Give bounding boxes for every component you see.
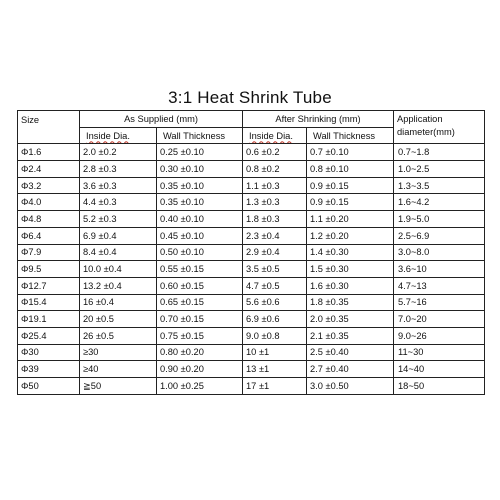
table-row bbox=[18, 378, 485, 395]
cell-shrunk-wall-thickness: 2.7 ±0.40 bbox=[307, 361, 394, 378]
cell-supplied-inside-dia: 6.9 ±0.4 bbox=[80, 227, 157, 244]
header-row-top bbox=[18, 111, 485, 128]
cell-shrunk-wall-thickness: 0.9 ±0.15 bbox=[307, 177, 394, 194]
header-supplied-inside-dia: Inside Dia. bbox=[80, 127, 157, 144]
cell-shrunk-inside-dia: 0.6 ±0.2 bbox=[243, 144, 307, 161]
cell-application: 18~50 bbox=[394, 378, 485, 395]
cell-size: Φ25.4 bbox=[18, 327, 80, 344]
cell-supplied-wall-thickness: 0.40 ±0.10 bbox=[157, 211, 243, 228]
cell-application: 0.7~1.8 bbox=[394, 144, 485, 161]
header-shrunk-inside-dia: Inside Dia. bbox=[243, 127, 307, 144]
cell-shrunk-wall-thickness: 1.1 ±0.20 bbox=[307, 211, 394, 228]
cell-size: Φ2.4 bbox=[18, 161, 80, 178]
cell-shrunk-wall-thickness: 0.9 ±0.15 bbox=[307, 194, 394, 211]
cell-size: Φ12.7 bbox=[18, 277, 80, 294]
cell-size: Φ39 bbox=[18, 361, 80, 378]
cell-size: Φ30 bbox=[18, 344, 80, 361]
cell-supplied-inside-dia: 2.0 ±0.2 bbox=[80, 144, 157, 161]
cell-size: Φ4.0 bbox=[18, 194, 80, 211]
cell-supplied-wall-thickness: 0.60 ±0.15 bbox=[157, 277, 243, 294]
cell-supplied-wall-thickness: 0.90 ±0.20 bbox=[157, 361, 243, 378]
table-row bbox=[18, 261, 485, 278]
cell-supplied-inside-dia: ≥40 bbox=[80, 361, 157, 378]
cell-supplied-wall-thickness: 0.50 ±0.10 bbox=[157, 244, 243, 261]
cell-application: 3.6~10 bbox=[394, 261, 485, 278]
cell-application: 1.0~2.5 bbox=[394, 161, 485, 178]
cell-shrunk-wall-thickness: 1.4 ±0.30 bbox=[307, 244, 394, 261]
cell-shrunk-inside-dia: 6.9 ±0.6 bbox=[243, 311, 307, 328]
page-title: 3:1 Heat Shrink Tube bbox=[168, 88, 332, 107]
table-row bbox=[18, 344, 485, 361]
cell-shrunk-inside-dia: 9.0 ±0.8 bbox=[243, 327, 307, 344]
cell-supplied-inside-dia: ≧50 bbox=[80, 378, 157, 395]
cell-supplied-inside-dia: 8.4 ±0.4 bbox=[80, 244, 157, 261]
cell-size: Φ9.5 bbox=[18, 261, 80, 278]
table-row bbox=[18, 144, 485, 161]
table-row bbox=[18, 244, 485, 261]
cell-shrunk-inside-dia: 1.1 ±0.3 bbox=[243, 177, 307, 194]
cell-shrunk-inside-dia: 4.7 ±0.5 bbox=[243, 277, 307, 294]
cell-size: Φ6.4 bbox=[18, 227, 80, 244]
table-row bbox=[18, 227, 485, 244]
table-row bbox=[18, 161, 485, 178]
cell-supplied-inside-dia: 4.4 ±0.3 bbox=[80, 194, 157, 211]
cell-supplied-wall-thickness: 0.55 ±0.15 bbox=[157, 261, 243, 278]
cell-shrunk-inside-dia: 3.5 ±0.5 bbox=[243, 261, 307, 278]
table-row bbox=[18, 277, 485, 294]
cell-application: 1.6~4.2 bbox=[394, 194, 485, 211]
cell-shrunk-wall-thickness: 1.5 ±0.30 bbox=[307, 261, 394, 278]
cell-supplied-inside-dia: 13.2 ±0.4 bbox=[80, 277, 157, 294]
header-application bbox=[394, 111, 485, 144]
cell-shrunk-inside-dia: 5.6 ±0.6 bbox=[243, 294, 307, 311]
table-row bbox=[18, 194, 485, 211]
cell-application: 4.7~13 bbox=[394, 277, 485, 294]
header-supplied-wall-thickness: Wall Thickness bbox=[157, 127, 243, 144]
header-shrunk-wall-thickness: Wall Thickness bbox=[307, 127, 394, 144]
cell-supplied-inside-dia: 26 ±0.5 bbox=[80, 327, 157, 344]
table-row bbox=[18, 327, 485, 344]
cell-size: Φ4.8 bbox=[18, 211, 80, 228]
cell-supplied-inside-dia: 10.0 ±0.4 bbox=[80, 261, 157, 278]
spec-table bbox=[17, 110, 485, 395]
cell-shrunk-wall-thickness: 2.0 ±0.35 bbox=[307, 311, 394, 328]
cell-shrunk-inside-dia: 10 ±1 bbox=[243, 344, 307, 361]
cell-shrunk-inside-dia: 1.3 ±0.3 bbox=[243, 194, 307, 211]
cell-application: 2.5~6.9 bbox=[394, 227, 485, 244]
cell-supplied-wall-thickness: 0.35 ±0.10 bbox=[157, 177, 243, 194]
cell-supplied-wall-thickness: 0.75 ±0.15 bbox=[157, 327, 243, 344]
cell-size: Φ15.4 bbox=[18, 294, 80, 311]
cell-application: 1.9~5.0 bbox=[394, 211, 485, 228]
cell-application: 9.0~26 bbox=[394, 327, 485, 344]
cell-size: Φ50 bbox=[18, 378, 80, 395]
cell-application: 1.3~3.5 bbox=[394, 177, 485, 194]
cell-application: 5.7~16 bbox=[394, 294, 485, 311]
header-as-supplied: As Supplied (mm) bbox=[80, 111, 243, 128]
cell-supplied-wall-thickness: 0.80 ±0.20 bbox=[157, 344, 243, 361]
cell-shrunk-wall-thickness: 0.7 ±0.10 bbox=[307, 144, 394, 161]
cell-supplied-wall-thickness: 0.45 ±0.10 bbox=[157, 227, 243, 244]
table-row bbox=[18, 177, 485, 194]
cell-shrunk-wall-thickness: 0.8 ±0.10 bbox=[307, 161, 394, 178]
cell-supplied-inside-dia: 20 ±0.5 bbox=[80, 311, 157, 328]
header-size: Size bbox=[18, 111, 80, 144]
table-row bbox=[18, 211, 485, 228]
cell-shrunk-inside-dia: 13 ±1 bbox=[243, 361, 307, 378]
cell-shrunk-inside-dia: 2.3 ±0.4 bbox=[243, 227, 307, 244]
cell-supplied-inside-dia: 3.6 ±0.3 bbox=[80, 177, 157, 194]
table-row bbox=[18, 361, 485, 378]
cell-shrunk-inside-dia: 0.8 ±0.2 bbox=[243, 161, 307, 178]
cell-shrunk-wall-thickness: 1.2 ±0.20 bbox=[307, 227, 394, 244]
cell-application: 14~40 bbox=[394, 361, 485, 378]
table-body bbox=[18, 144, 485, 394]
table-row bbox=[18, 294, 485, 311]
cell-size: Φ1.6 bbox=[18, 144, 80, 161]
cell-supplied-wall-thickness: 0.65 ±0.15 bbox=[157, 294, 243, 311]
cell-shrunk-wall-thickness: 3.0 ±0.50 bbox=[307, 378, 394, 395]
cell-shrunk-wall-thickness: 2.5 ±0.40 bbox=[307, 344, 394, 361]
cell-supplied-inside-dia: 5.2 ±0.3 bbox=[80, 211, 157, 228]
cell-application: 3.0~8.0 bbox=[394, 244, 485, 261]
header-application-line2: diameter(mm) bbox=[397, 127, 455, 137]
header-after-shrinking: After Shrinking (mm) bbox=[243, 111, 394, 128]
cell-supplied-wall-thickness: 0.30 ±0.10 bbox=[157, 161, 243, 178]
cell-supplied-inside-dia: 2.8 ±0.3 bbox=[80, 161, 157, 178]
cell-supplied-wall-thickness: 0.70 ±0.15 bbox=[157, 311, 243, 328]
cell-shrunk-wall-thickness: 1.6 ±0.30 bbox=[307, 277, 394, 294]
cell-supplied-inside-dia: 16 ±0.4 bbox=[80, 294, 157, 311]
cell-supplied-inside-dia: ≥30 bbox=[80, 344, 157, 361]
cell-size: Φ3.2 bbox=[18, 177, 80, 194]
cell-shrunk-wall-thickness: 2.1 ±0.35 bbox=[307, 327, 394, 344]
cell-size: Φ19.1 bbox=[18, 311, 80, 328]
cell-application: 11~30 bbox=[394, 344, 485, 361]
cell-shrunk-inside-dia: 1.8 ±0.3 bbox=[243, 211, 307, 228]
table-header bbox=[18, 111, 485, 144]
cell-application: 7.0~20 bbox=[394, 311, 485, 328]
cell-supplied-wall-thickness: 1.00 ±0.25 bbox=[157, 378, 243, 395]
cell-shrunk-inside-dia: 17 ±1 bbox=[243, 378, 307, 395]
cell-shrunk-wall-thickness: 1.8 ±0.35 bbox=[307, 294, 394, 311]
cell-size: Φ7.9 bbox=[18, 244, 80, 261]
cell-supplied-wall-thickness: 0.35 ±0.10 bbox=[157, 194, 243, 211]
table-row bbox=[18, 311, 485, 328]
cell-supplied-wall-thickness: 0.25 ±0.10 bbox=[157, 144, 243, 161]
header-application-line1: Application bbox=[397, 114, 443, 124]
cell-shrunk-inside-dia: 2.9 ±0.4 bbox=[243, 244, 307, 261]
